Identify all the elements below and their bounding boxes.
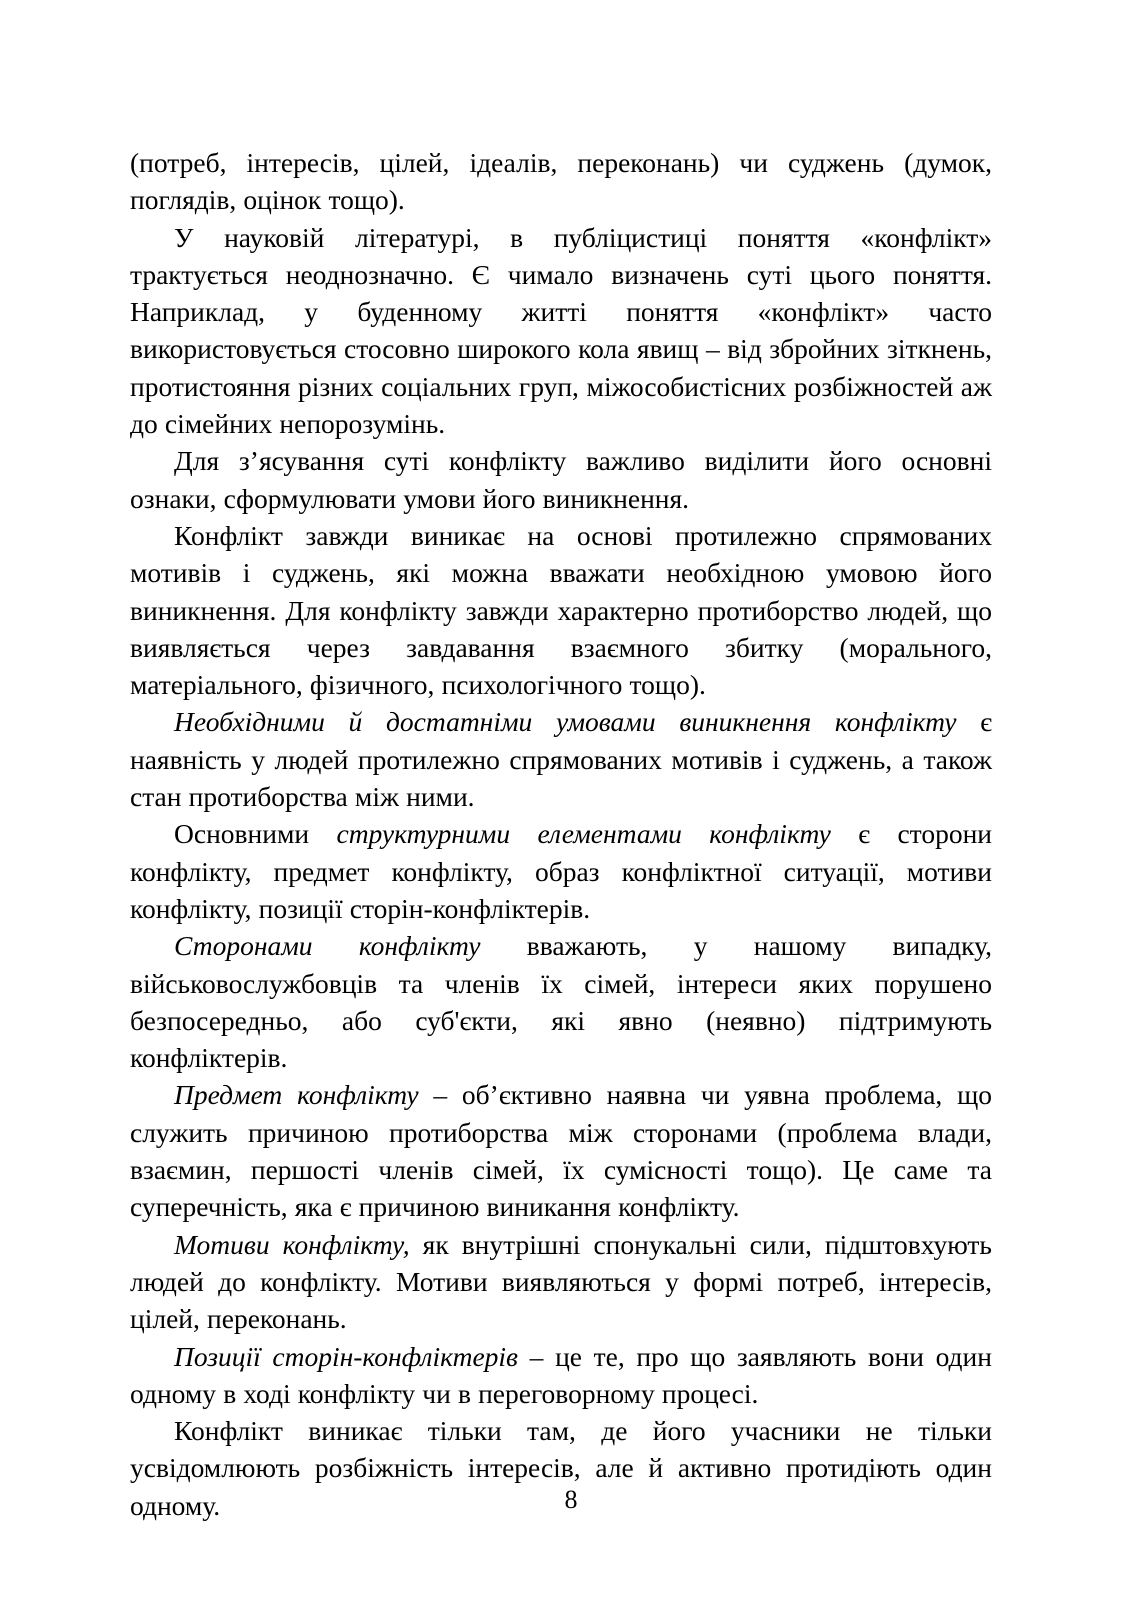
- paragraph: [130, 703, 992, 815]
- paragraph: [130, 144, 992, 219]
- emphasis-run: структурними елементами конфлікту: [336, 818, 831, 850]
- emphasis-run: Мотиви конфлікту,: [174, 1228, 410, 1260]
- text-run: (потреб, інтересів, цілей, ідеалів, переконань) чи суджень (думок, поглядів, оцінок тощо).: [130, 147, 992, 216]
- text-run: Конфлікт виникає тільки там, де його учасники не тільки усвідомлюють розбіжність інтересів, але й активно протидіють один одному.: [130, 1415, 992, 1521]
- text-run: як внутрішні спонукальні сили, підштовхують людей до конфлікту. Мотиви виявляються у формі потреб, інтересів, цілей, переконань.: [130, 1228, 992, 1335]
- paragraph: [130, 1076, 992, 1225]
- paragraph: [130, 815, 992, 927]
- text-run: є наявність у людей протилежно спрямованих мотивів і суджень, а також стан протиборства між ними.: [130, 706, 992, 813]
- paragraph: [130, 442, 992, 517]
- text-run: Для з’ясування суті конфлікту важливо виділити його основні ознаки, сформулювати умови його виникнення.: [130, 445, 992, 514]
- paragraph: [130, 927, 992, 1076]
- paragraph: [130, 517, 992, 703]
- text-run: У науковій літературі, в публіцистиці поняття «конфлікт» трактується неоднозначно. Є чимало визначень суті цього поняття. Наприклад, у буденному житті поняття «конфлікт» часто використовується стосовно широкого кола явищ – від збройних зіткнень, протистояння різних соціальних груп, міжособистісних розбіжностей аж до сімейних непорозумінь.: [130, 221, 992, 440]
- emphasis-run: Позиції сторін-конфліктерів: [174, 1340, 518, 1372]
- text-run: – це те, про що заявляють вони один одному в ході конфлікту чи в переговорному процесі.: [130, 1340, 992, 1409]
- text-run: є сторони конфлікту, предмет конфлікту, образ конфліктної ситуації, мотиви конфлікту, позиції сторін-конфліктерів.: [130, 818, 992, 924]
- page-number: 8: [564, 1485, 578, 1514]
- emphasis-run: Предмет конфлікту: [174, 1079, 419, 1111]
- text-run: – об’єктивно наявна чи уявна проблема, що служить причиною протиборства між сторонами (проблема влади, взаємин, першості членів сімей, їх сумісності тощо). Це саме та суперечність, яка є причиною виникання конфлікту.: [130, 1079, 992, 1223]
- paragraph: [130, 219, 992, 443]
- emphasis-run: Сторонами конфлікту: [174, 930, 481, 962]
- text-run: Основними: [174, 818, 337, 850]
- body-text-column: [130, 144, 992, 1524]
- paragraph: [130, 1226, 992, 1338]
- text-run: Конфлікт завжди виникає на основі протилежно спрямованих мотивів і суджень, які можна вважати необхідною умовою його виникнення. Для конфлікту завжди характерно протиборство людей, що виявляється через завдавання взаємного збитку (морального, матеріального, фізичного, психологічного тощо).: [130, 519, 992, 701]
- paragraph: [130, 1338, 992, 1413]
- emphasis-run: Необхідними й достатніми умовами виникнення конфлікту: [174, 706, 957, 738]
- text-run: вважають, у нашому випадку, військовослужбовців та членів їх сімей, інтереси яких порушено безпосередньо, або суб'єкти, які явно (неявно) підтримують конфліктерів.: [130, 930, 993, 1074]
